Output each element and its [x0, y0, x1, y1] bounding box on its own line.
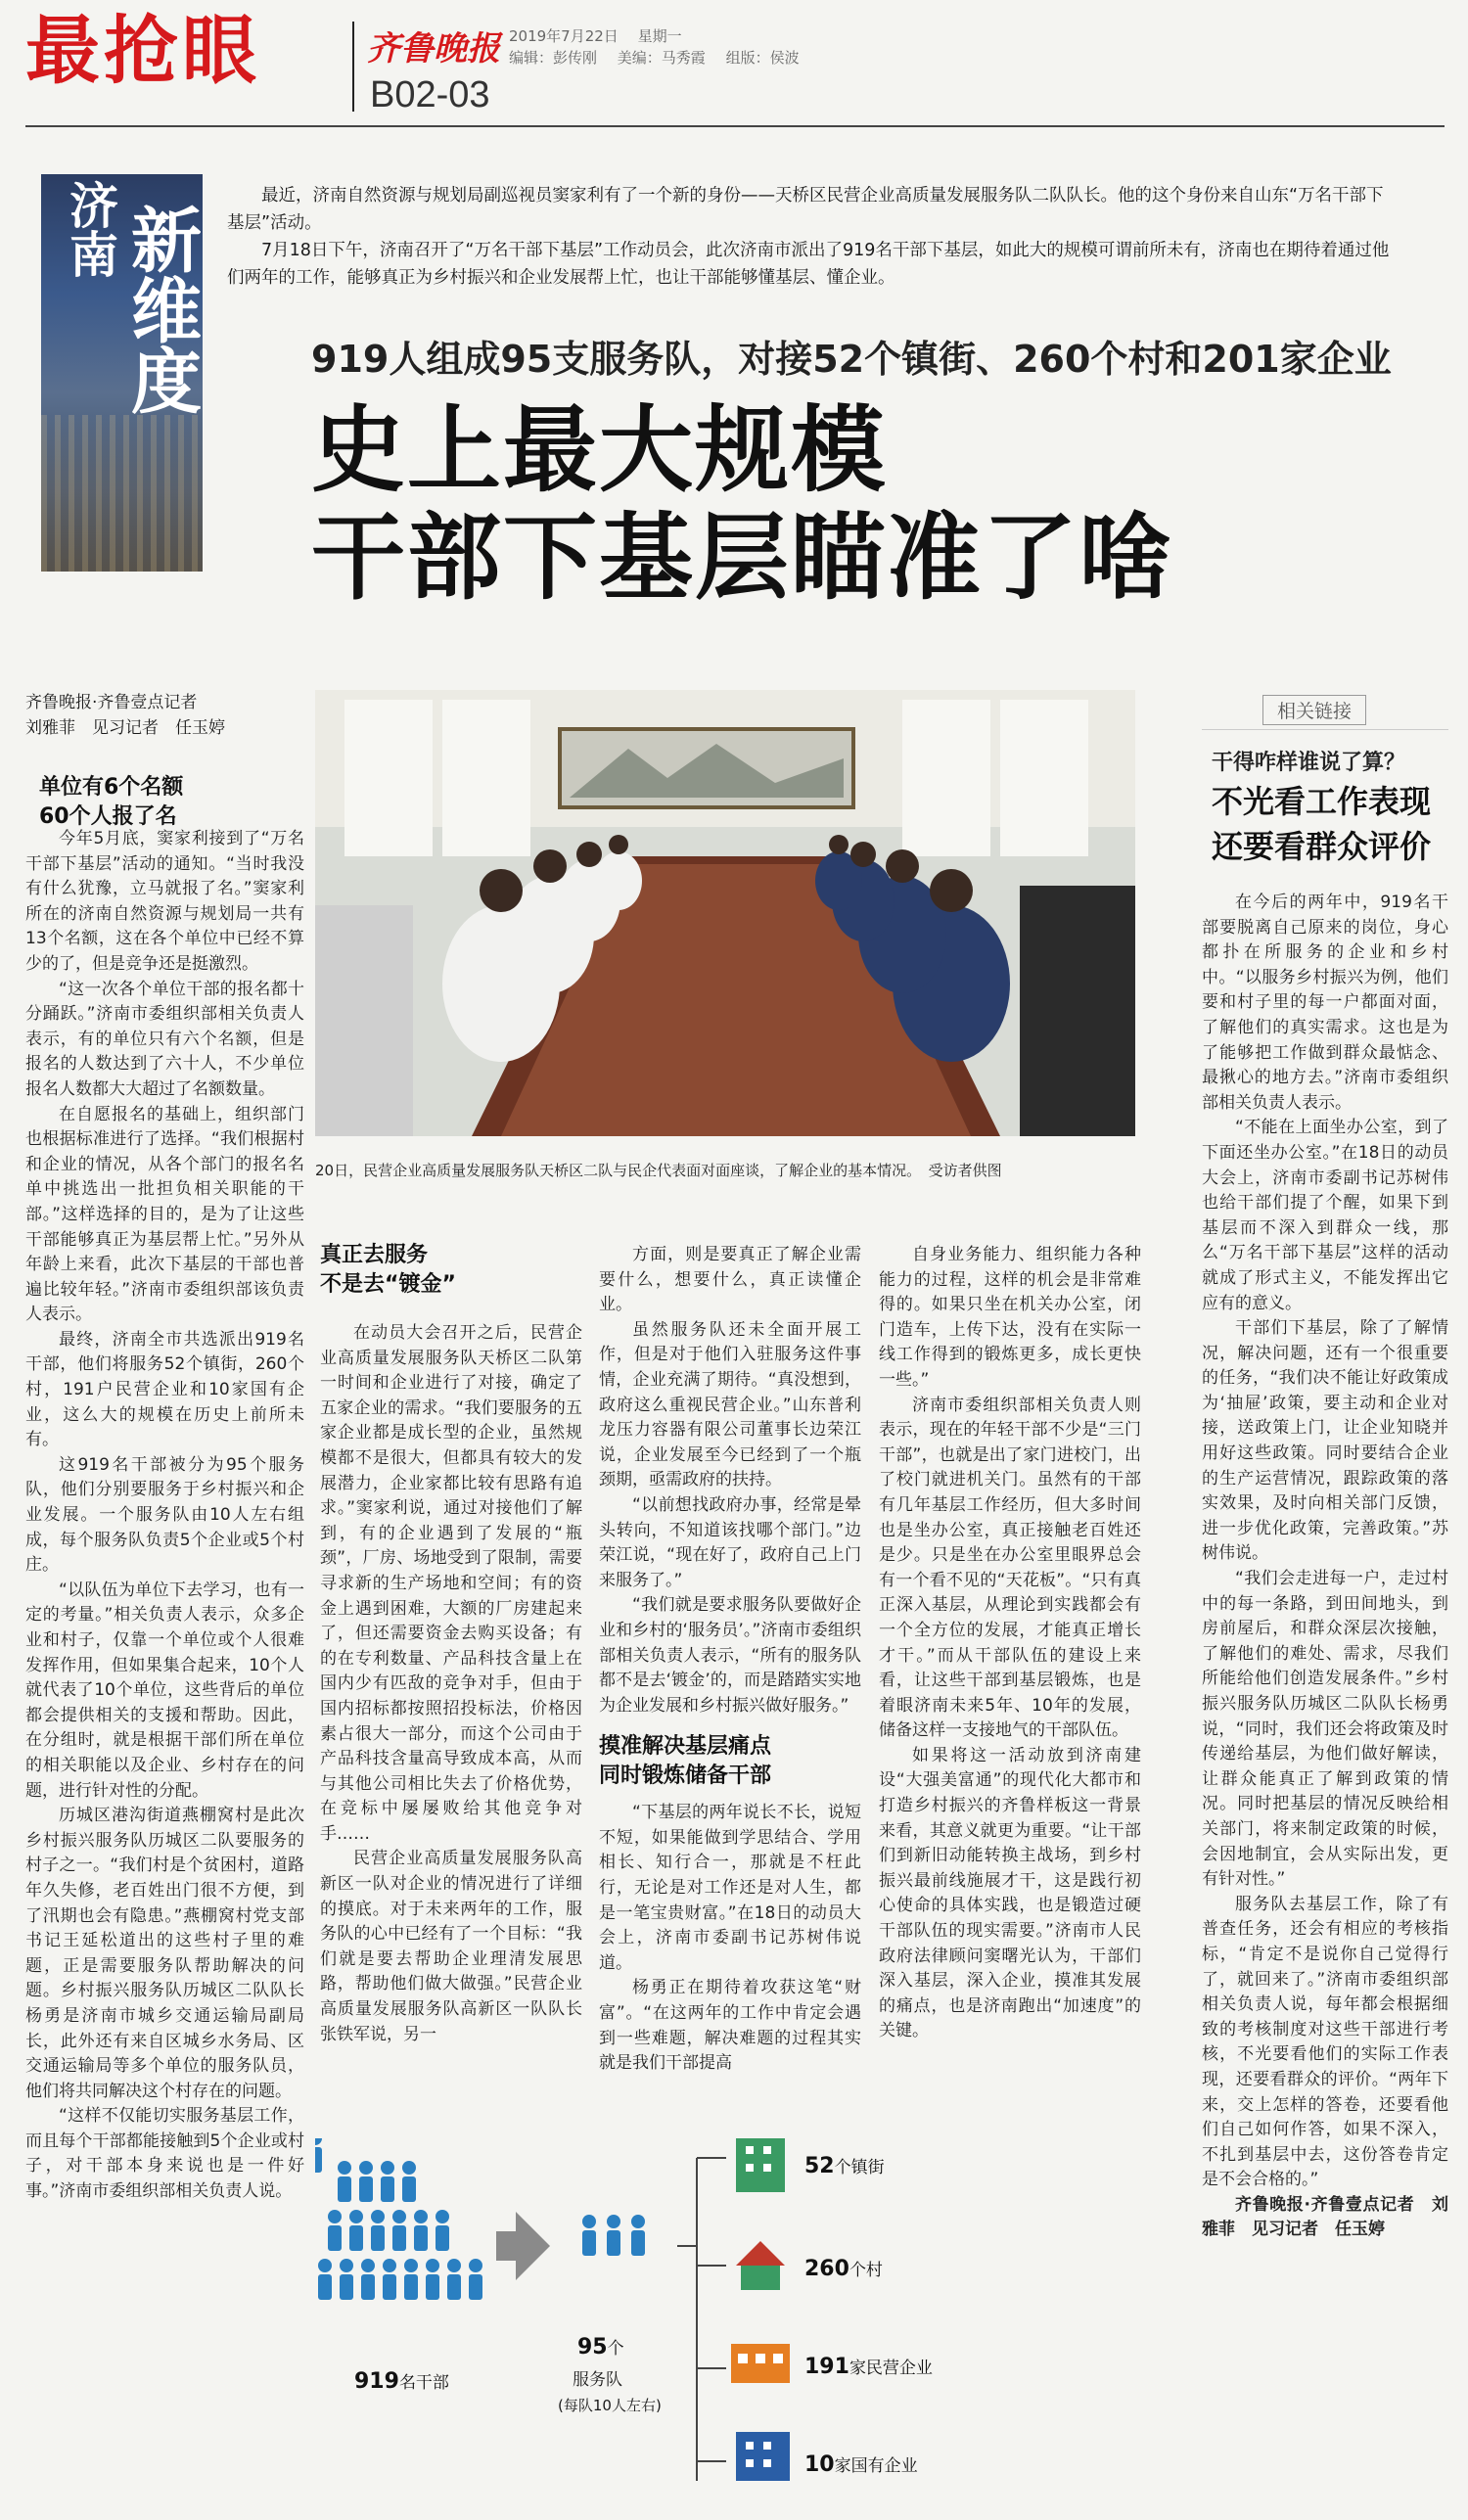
stat-item	[804, 2153, 885, 2178]
paragraph: 方面，则是要真正了解企业需要什么，想要什么，真正读懂企业。	[599, 1245, 861, 1315]
connector-lines-icon	[677, 2158, 726, 2481]
paragraph: 历城区港沟街道燕棚窝村是此次乡村振兴服务队历城区二队要服务的村子之一。“我们村是个贫困村，道路年久失修，老百姓出门很不方便，到了汛期也会有隐患。”燕棚窝村党支部书记王延松道出的这些村子里的难题，正是需要服务队帮助解决的问题。乡村振兴服务队历城区二队队长杨勇是济南市城乡交通运输局副局长，此外还有来自区城乡水务局、区交通运输局等多个单位的服务队员，他们将共同解决这个村存在的问题。	[25, 1806, 304, 2101]
subheading	[39, 773, 183, 832]
headline-line: 干部下基层瞄准了啥	[311, 503, 1174, 613]
masthead-divider	[352, 22, 354, 112]
section-banner	[41, 174, 203, 572]
stat-unit: 个村	[849, 2261, 883, 2280]
subheading-line: 摸准解决基层痛点	[599, 1734, 772, 1760]
paragraph: 在自愿报名的基础上，组织部门也根据标准进行了选择。“我们根据村和企业的情况，从各个部门的报名名单中挑选出一批担负相关职能的干部。”这样选择的目的，是为了让这些干部能够真正为基层帮上忙。”另外从年龄上来看，此次下基层的干部也普遍比较年轻。”济南市委组织部该负责人表示。	[25, 1104, 304, 1325]
issue-date-line	[509, 25, 682, 46]
subheading-line: 不是去“镀金”	[320, 1272, 456, 1297]
paragraph: 服务队去基层工作，除了有普查任务，还会有相应的考核指标，“肯定不是说你自己觉得行了，就回来了。”济南市委组织部相关负责人说，每年都会根据细致的考核制度对这些干部进行考核，不光要看他们的实际工作表现，还要看群众的评价。“两年下来，交上怎样的答卷，还要看他们自己如何作答，如果不深入，不扎到基层中去，这份答卷肯定是不会合格的。”	[1202, 1894, 1448, 2190]
cadres-count	[354, 2368, 449, 2394]
paragraph: “我们会走进每一户，走过村中的每一条路，到田间地头，到房前屋后，和群众深层次接触，了解他们的难处、需求，尽我们所能给他们创造发展条件。”乡村振兴服务队历城区二队队长杨勇说，“同时，我们还会将政策及时传递给基层，为他们做好解读，让群众能真正了解到政策的情况。同时把基层的情况反映给相关部门，将来制定政策的时候，会因地制宜，会从实际出发，更有针对性。”	[1202, 1569, 1448, 1890]
banner-title-small: 济南	[62, 180, 118, 278]
byline-line: 刘雅菲 见习记者 任玉婷	[25, 718, 225, 738]
page-code: B02-03	[370, 74, 490, 115]
paragraph: 最终，济南全市共选派出919名干部，他们将服务52个镇街，260个村，191户民营企业和10家国有企业，这么大的规模在历史上前所未有。	[25, 1329, 304, 1450]
related-title	[1212, 779, 1431, 869]
related-question: 干得咋样谁说了算？	[1212, 751, 1406, 775]
stat-unit: 家民营企业	[849, 2359, 933, 2378]
paragraph: 在今后的两年中，919名干部要脱离自己原来的岗位，身心都扑在所服务的企业和乡村中。“以服务乡村振兴为例，他们要和村子里的每一户都面对面，了解他们的真实需求。这也是为了能够把工作做到群众最惦念、最揪心的地方去。”济南市委组织部相关负责人表示。	[1202, 893, 1448, 1113]
article-column-3	[599, 1243, 861, 2077]
banner-title-large: 新维度	[119, 204, 202, 415]
paragraph: “这样不仅能切实服务基层工作，而且每个干部都能接触到5个企业或村子，对干部本身来说也是一件好事。”济南市委组织部相关负责人说。	[25, 2106, 304, 2202]
masthead-rule	[25, 125, 1445, 127]
lead-paragraphs	[227, 182, 1392, 292]
stat-unit: 家国有企业	[834, 2456, 918, 2476]
paragraph: “我们就是要求服务队要做好企业和乡村的‘服务员’。”济南市委组织部相关负责人表示，“所有的服务队都不是去‘镀金’的，而是踏踏实实地为企业发展和乡村振兴做好服务。”	[599, 1595, 861, 1716]
subheading-line: 单位有6个名额	[39, 775, 184, 800]
proof-credit: 组版：侯波	[725, 49, 800, 67]
paragraph: 在动员大会召开之后，民营企业高质量发展服务队天桥区二队第一时间和企业进行了对接，确定了五家企业的需求。“我们要服务的五家企业都是成长型的企业，虽然规模都不是很大，但都具有较大的发展潜力，企业家都比较有思路有追求。”窦家利说，通过对接他们了解到，有的企业遇到了发展的“瓶颈”，厂房、场地受到了限制，需要寻求新的生产场地和空间；有的资金上遇到困难，大额的厂房建起来了，但还需要资金去购买设备；有的在专利数量、产品科技含量上在国内少有匹敌的竞争对手，但由于国内招标都按照招投标法，价格因素占很大一部分，而这个公司由于产品科技含量高导致成本高，从而与其他公司相比失去了价格优势，在竞标中屡屡败给其他竞争对手……	[320, 1323, 582, 1844]
people-group-icon	[315, 2138, 322, 2173]
stat-item	[804, 2451, 918, 2477]
infographic-graphics	[315, 2138, 1157, 2510]
paragraph: 济南市委组织部相关负责人则表示，现在的年轻干部不少是“三门干部”，也就是出了家门进校门，出了校门就进机关门。虽然有的干部有几年基层工作经历，但大多时间也是坐办公室，真正接触老百姓还是少。只是坐在办公室里眼界总会有一个看不见的“天花板”。“只有真正深入基层，从理论到实践都会有一个全方位的发展，才能真正增长才干。”而从干部队伍的建设上来看，让这些干部到基层锻炼，也是着眼济南未来5年、10年的发展，储备这样一支接地气的干部队伍。	[879, 1395, 1141, 1741]
city-night-image	[41, 415, 203, 572]
stat-number: 10	[804, 2452, 835, 2477]
private-enterprise-icon	[731, 2344, 790, 2383]
related-article	[1202, 891, 1448, 2243]
deck-headline: 919人组成95支服务队，对接52个镇街、260个村和201家企业	[311, 338, 1392, 381]
lead-paragraph: 最近，济南自然资源与规划局副巡视员窦家利有了一个新的身份——天桥区民营企业高质量发展服务队二队队长。他的这个身份来自山东“万名干部下基层”活动。	[227, 186, 1384, 233]
paragraph: 如果将这一活动放到济南建设“大强美富通”的现代化大都市和打造乡村振兴的齐鲁样板这一背景来看，其意义就更为重要。“让干部们到新旧动能转换主战场，到乡村振兴最前线施展才干，这是践行初心使命的具体实践，也是锻造过硬干部队伍的现实需要。”济南市人民政府法律顾问窦曙光认为，干部们深入基层，深入企业，摸准其发展的痛点，也是济南跑出“加速度”的关键。	[879, 1745, 1141, 2041]
byline	[25, 690, 225, 741]
teams-label: 服务队	[573, 2370, 622, 2390]
stat-unit: 个镇街	[834, 2158, 885, 2177]
paragraph: “下基层的两年说长不长，说短不短，如果能做到学思结合、学用相长、知行合一，那就是不枉此行，无论是对工作还是对人生，都是一笔宝贵财富。”在18日的动员大会上，济南市委副书记苏树伟说道。	[599, 1803, 861, 1973]
lead-paragraph: 7月18日下午，济南召开了“万名干部下基层”工作动员会，此次济南市派出了919名干部下基层，如此大的规模可谓前所未有，济南也在期待着通过他们两年的工作，能够真正为乡村振兴和企业发展帮上忙，也让干部能够懂基层、懂企业。	[227, 241, 1390, 288]
paragraph: 干部们下基层，除了了解情况，解决问题，还有一个很重要的任务，“我们决不能让好政策成为‘抽屉’政策，要主动和企业对接，送政策上门，让企业知晓并用好这些政策。同时要结合企业的生产运营情况，跟踪政策的落实效果，及时向相关部门反馈，进一步优化政策，完善政策。”苏树伟说。	[1202, 1318, 1448, 1564]
stat-number: 191	[804, 2355, 849, 2379]
subheading-line: 60个人报了名	[39, 804, 177, 829]
cadres-number: 919	[354, 2369, 399, 2394]
editor-credit: 编辑：彭传刚	[509, 49, 598, 67]
column-title: 最抢眼	[25, 7, 260, 94]
paragraph: 自身业务能力、组织能力各种能力的过程，这样的机会是非常难得的。如果只坐在机关办公室，闭门造车，上传下达，没有在实际一线工作得到的锻炼更多，成长更快一些。”	[879, 1245, 1141, 1390]
designer-credit: 美编：马秀霞	[617, 49, 706, 67]
township-building-icon	[736, 2138, 785, 2192]
subheading-line: 同时锻炼储备干部	[599, 1764, 772, 1789]
main-headline	[311, 396, 1174, 612]
article-column-4	[879, 1243, 1141, 2044]
meeting-photo	[315, 690, 1135, 1136]
headline-line: 史上最大规模	[311, 395, 887, 505]
paragraph: “不能在上面坐办公室，到了下面还坐办公室。”在18日的动员大会上，济南市委副书记苏树伟也给干部们提了个醒，如果下到基层而不深入到群众一线，那么“万名干部下基层”这样的活动就成了形式主义，不能发挥出它应有的意义。	[1202, 1118, 1448, 1313]
people-rows-icon	[318, 2161, 482, 2300]
related-link-label: 相关链接	[1262, 695, 1366, 725]
photo-caption: 20日，民营企业高质量发展服务队天桥区二队与民企代表面对面座谈，了解企业的基本情况。 受访者供图	[315, 1162, 1002, 1179]
issue-weekday: 星期一	[637, 27, 682, 45]
paragraph: 民营企业高质量发展服务队高新区一队对企业的情况进行了详细的摸底。对于未来两年的工作，服务队的心中已经有了一个目标：“我们就是要去帮助企业理清发展思路，帮助他们做大做强。”民营企业高质量发展服务队高新区一队队长张铁军说，另一	[320, 1849, 582, 2044]
paragraph: 今年5月底，窦家利接到了“万名干部下基层”活动的通知。“当时我没有什么犹豫，立马就报了名。”窦家利所在的济南自然资源与规划局一共有13个名额，这在各个单位中已经不算少的了，但是竞争还是挺激烈。	[25, 829, 304, 974]
subheading	[599, 1732, 861, 1791]
article-column-1	[25, 827, 304, 2205]
article-column-2	[320, 1321, 582, 2047]
related-byline: 齐鲁晚报·齐鲁壹点记者 刘雅菲 见习记者 任玉婷	[1202, 2194, 1448, 2240]
stat-item	[804, 2354, 933, 2379]
arrow-icon	[496, 2212, 550, 2280]
state-enterprise-icon	[736, 2432, 790, 2481]
paragraph: “以前想找政府办事，经常是晕头转向，不知道该找哪个部门。”边荣江说，“现在好了，政府自己上门来服务了。”	[599, 1494, 861, 1590]
paragraph: “这一次各个单位干部的报名都十分踊跃。”济南市委组织部相关负责人表示，有的单位只有六个名额，但是报名的人数达到了六十人，不少单位报名人数都大大超过了名额数量。	[25, 979, 304, 1099]
paragraph: “以队伍为单位下去学习，也有一定的考量。”相关负责人表示，众多企业和村子，仅靠一个单位或个人很难发挥作用，但如果集合起来，10个人就代表了10个单位，这些背后的单位都会提供相关的支援和帮助。因此，在分组时，就是根据干部们所在单位的相关职能以及企业、乡村存在的问题，进行针对性的分配。	[25, 1580, 304, 1801]
stat-item	[804, 2256, 883, 2281]
related-title-line: 还要看群众评价	[1212, 828, 1432, 865]
paragraph: 杨勇正在期待着攻获这笔“财富”。“在这两年的工作中肯定会遇到一些难题，解决难题的过程其实就是我们干部提高	[599, 1978, 861, 2074]
issue-date: 2019年7月22日	[509, 27, 619, 45]
paper-logo: 齐鲁晚报	[367, 29, 500, 69]
subheading-line: 真正去服务	[320, 1243, 429, 1267]
stat-number: 52	[804, 2154, 835, 2178]
related-title-line: 不光看工作表现	[1212, 783, 1432, 820]
teams-number: 95	[577, 2335, 608, 2360]
byline-line: 齐鲁晚报·齐鲁壹点记者	[25, 693, 198, 712]
subheading	[320, 1241, 456, 1300]
infographic	[315, 2138, 1157, 2510]
team-icon	[582, 2215, 645, 2256]
paragraph: 这919名干部被分为95个服务队，他们分别要服务于乡村振兴和企业发展。一个服务队由10人左右组成，每个服务队负责5个企业或5个村庄。	[25, 1454, 304, 1576]
paragraph: 虽然服务队还未全面开展工作，但是对于他们入驻服务这件事情，企业充满了期待。“真没想到，政府这么重视民营企业。”山东普利龙压力容器有限公司董事长边荣江说，企业发展至今已经到了一个瓶颈期，亟需政府的扶持。	[599, 1319, 861, 1490]
stat-number: 260	[804, 2257, 849, 2281]
teams-count	[577, 2334, 624, 2360]
teams-note: (每队10人左右)	[558, 2397, 662, 2414]
village-icon	[736, 2241, 785, 2290]
meeting-illustration	[315, 690, 1135, 1136]
cadres-unit: 名干部	[398, 2373, 449, 2393]
staff-line	[509, 47, 815, 68]
teams-unit: 个	[607, 2339, 624, 2359]
